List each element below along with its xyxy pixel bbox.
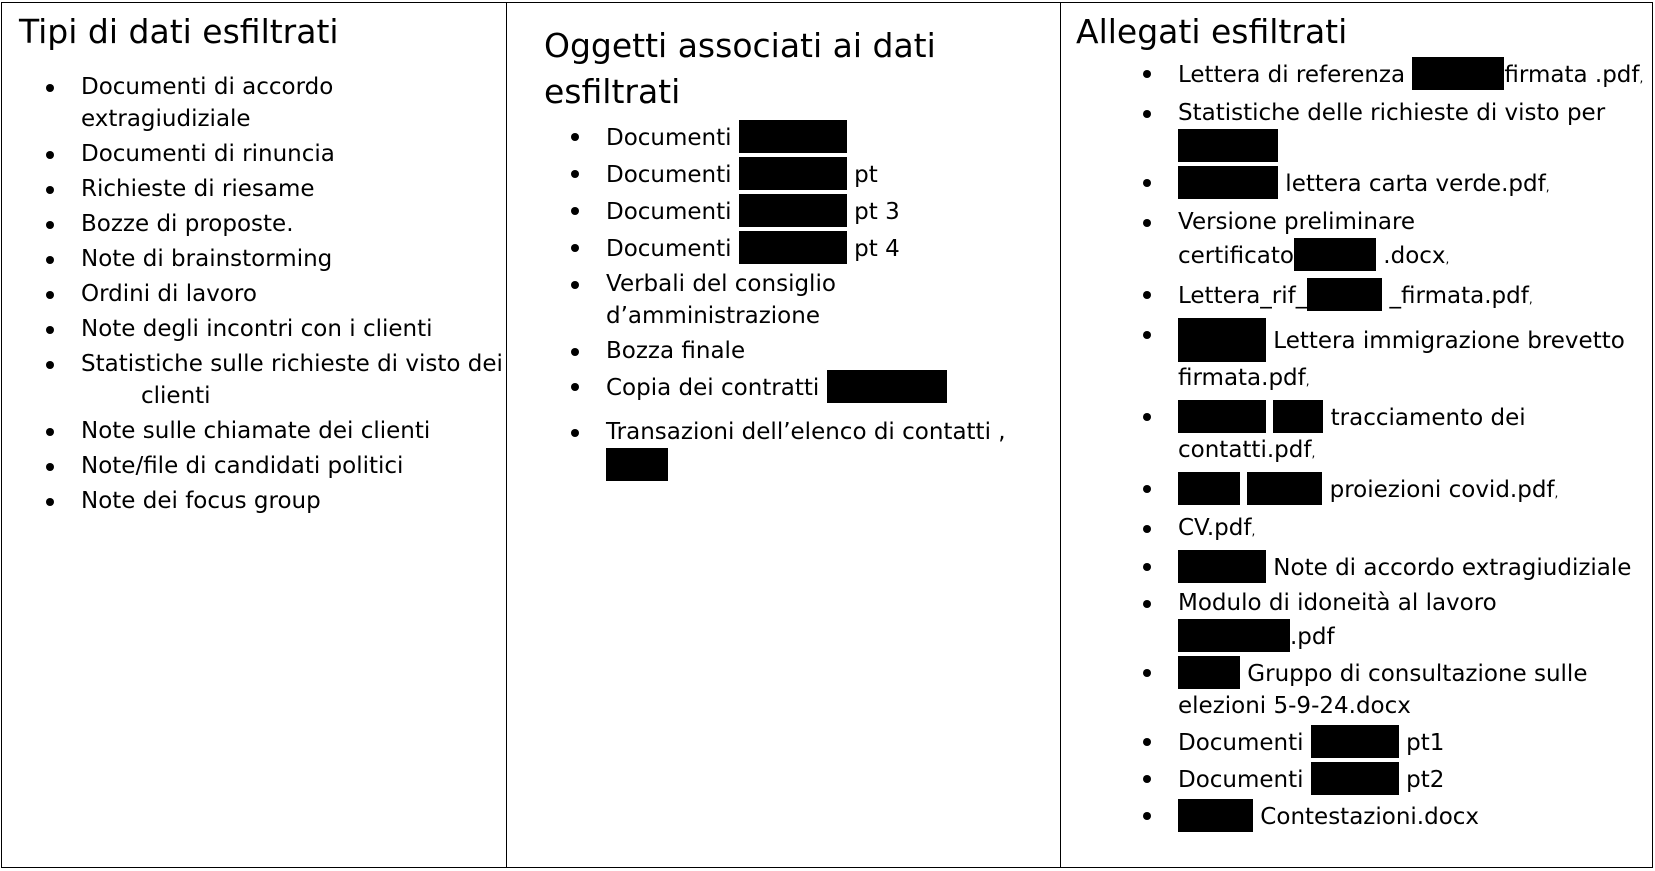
- redaction-bar: [1178, 472, 1240, 505]
- content-table: [1, 2, 1653, 868]
- list-item: [606, 120, 1060, 154]
- heading-line: Oggetti associati ai dati: [544, 26, 936, 65]
- comma: ,: [1445, 252, 1450, 266]
- list-item: Documenti di rinuncia: [81, 138, 506, 170]
- column-attachments: [1061, 3, 1652, 867]
- list-item: [606, 194, 1060, 228]
- list-item: [1178, 656, 1652, 722]
- column-heading: Tipi di dati esfiltrati: [19, 12, 339, 51]
- redaction-bar: [739, 231, 847, 264]
- redaction-bar: [1294, 238, 1376, 271]
- redaction-bar: [739, 194, 847, 227]
- redaction-bar: [1178, 550, 1266, 583]
- comma: ,: [1528, 292, 1533, 306]
- redaction-bar: [1178, 166, 1278, 199]
- list-item: [1178, 725, 1652, 759]
- list-item: [1178, 799, 1652, 833]
- comma: ,: [1311, 446, 1316, 460]
- list-item: [1178, 57, 1652, 94]
- list-item: [1178, 472, 1652, 509]
- list-item-text: certificato: [1178, 243, 1294, 269]
- redaction-bar: [1178, 619, 1290, 652]
- list-item-text: Documenti: [606, 199, 732, 225]
- list-item: [81, 348, 506, 412]
- list-item: [1178, 587, 1652, 653]
- list-item: Note dei focus group: [81, 485, 506, 517]
- list-item: [1178, 762, 1652, 796]
- list-item-text: Statistiche delle richieste di visto per: [1178, 100, 1606, 126]
- associated-objects-list: [606, 120, 1060, 482]
- list-item-text: proiezioni covid.pdf: [1322, 477, 1555, 503]
- redaction-bar: [1307, 278, 1382, 311]
- list-item-text: CV.pdf: [1178, 515, 1252, 541]
- list-item: [1178, 318, 1652, 397]
- list-item-text: Transazioni dell’elenco di contatti ,: [606, 419, 1006, 445]
- list-item: [1178, 97, 1652, 163]
- attachments-list: [1178, 57, 1652, 833]
- list-item-suffix: pt: [854, 162, 878, 188]
- list-item: Bozze di proposte.: [81, 208, 506, 240]
- list-item: [606, 231, 1060, 265]
- list-item-suffix: pt 4: [854, 236, 900, 262]
- list-item-suffix: pt1: [1398, 730, 1445, 756]
- list-item: [606, 268, 1060, 332]
- redaction-bar: [827, 370, 947, 403]
- list-item: Note/file di candidati politici: [81, 450, 506, 482]
- redaction-bar: [1273, 400, 1323, 433]
- list-item-text: Note di accordo extragiudiziale: [1266, 555, 1632, 581]
- list-item: [1178, 400, 1652, 469]
- list-item-text: Documenti: [1178, 730, 1304, 756]
- list-item-text: lettera carta verde.pdf: [1278, 171, 1546, 197]
- list-item-suffix: pt 3: [854, 199, 900, 225]
- list-item: [606, 416, 1060, 482]
- list-item-text: firmata.pdf: [1178, 365, 1306, 391]
- column-heading: Allegati esfiltrati: [1076, 12, 1348, 51]
- list-item-text: elezioni 5-9-24.docx: [1178, 693, 1411, 719]
- list-item: Ordini di lavoro: [81, 278, 506, 310]
- comma: ,: [1554, 486, 1559, 500]
- list-item-text: Contestazioni.docx: [1253, 804, 1480, 830]
- list-item-text: Documenti: [606, 162, 732, 188]
- redaction-bar: [1178, 318, 1266, 362]
- list-item-text: Versione preliminare: [1178, 209, 1416, 235]
- list-item: Documenti di accordo extragiudiziale: [81, 71, 506, 135]
- list-item-text: Documenti: [606, 125, 732, 151]
- heading-line: esfiltrati: [544, 72, 681, 111]
- comma: ,: [1305, 374, 1310, 388]
- redaction-bar: [1178, 129, 1278, 162]
- list-item: Note di brainstorming: [81, 243, 506, 275]
- list-item: [1178, 206, 1652, 275]
- list-item-text: Gruppo di consultazione sulle: [1240, 661, 1588, 687]
- list-item-text: _firmata.pdf: [1382, 283, 1529, 309]
- list-item-text: firmata .pdf: [1504, 62, 1640, 88]
- list-item: Note degli incontri con i clienti: [81, 313, 506, 345]
- column-data-types: [2, 3, 507, 867]
- list-item: [1178, 550, 1652, 584]
- list-item-text: .pdf: [1290, 624, 1335, 650]
- list-item: [1178, 166, 1652, 203]
- list-item: [606, 157, 1060, 191]
- list-item: Note sulle chiamate dei clienti: [81, 415, 506, 447]
- redaction-bar: [739, 157, 847, 190]
- redaction-bar: [1247, 472, 1322, 505]
- comma: ,: [1639, 71, 1644, 85]
- list-item: [1178, 512, 1652, 547]
- list-item: Bozza finale: [606, 335, 1060, 367]
- list-item-text: Verbali del consiglio: [606, 271, 836, 297]
- list-item-text: Lettera_rif_: [1178, 283, 1308, 309]
- redaction-bar: [1412, 57, 1504, 90]
- list-item-text: tracciamento dei: [1323, 405, 1526, 431]
- redaction-bar: [606, 448, 668, 481]
- list-item: [1178, 278, 1652, 315]
- list-item-text: Lettera immigrazione brevetto: [1266, 328, 1625, 354]
- column-heading: [544, 23, 1060, 115]
- redaction-bar: [1311, 725, 1399, 758]
- redaction-bar: [1178, 656, 1240, 689]
- comma: ,: [1251, 524, 1256, 538]
- list-item-continuation: clienti: [141, 383, 211, 409]
- redaction-bar: [1178, 799, 1253, 832]
- list-item-text: Modulo di idoneità al lavoro: [1178, 590, 1497, 616]
- list-item-text: d’amministrazione: [606, 303, 820, 329]
- data-types-list: [81, 71, 506, 517]
- list-item-text: Documenti: [606, 236, 732, 262]
- comma: ,: [1545, 180, 1550, 194]
- list-item-text: Lettera di referenza: [1178, 62, 1406, 88]
- redaction-bar: [739, 120, 847, 153]
- redaction-bar: [1311, 762, 1399, 795]
- list-item: Richieste di riesame: [81, 173, 506, 205]
- redaction-bar: [1178, 400, 1266, 433]
- list-item-text: contatti.pdf: [1178, 437, 1312, 463]
- list-item-suffix: pt2: [1398, 767, 1445, 793]
- list-item-text: Documenti: [1178, 767, 1304, 793]
- column-associated-objects: [507, 3, 1061, 867]
- list-item-text: Statistiche sulle richieste di visto dei: [81, 351, 503, 377]
- list-item-text: Copia dei contratti: [606, 375, 820, 401]
- list-item: [606, 370, 1060, 404]
- list-item-text: .docx: [1375, 243, 1446, 269]
